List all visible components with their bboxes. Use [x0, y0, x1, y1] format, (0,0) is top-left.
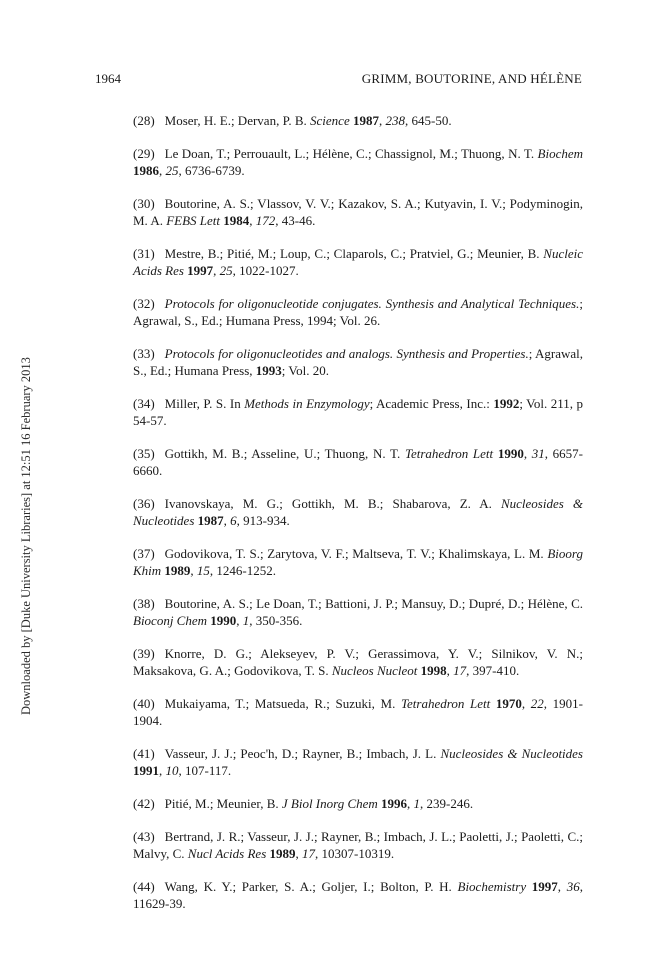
reference-text: , — [213, 263, 220, 278]
reference-year: 1990 — [210, 613, 237, 628]
reference-text: , — [295, 846, 303, 861]
reference-italic-text: Bioorg Khim — [133, 546, 583, 578]
reference-text: , — [521, 696, 531, 711]
download-watermark: Downloaded by [Duke University Libraries] at 12:51 16 February 2013 — [19, 357, 33, 715]
reference-italic-text: Bioconj Chem — [133, 613, 208, 628]
reference-text: Gottikh, M. B.; Asseline, U.; Thuong, N. T. — [164, 446, 405, 461]
reference-text: Mukaiyama, T.; Matsueda, R.; Suzuki, M. — [164, 696, 401, 711]
reference-italic-text: Nucleos Nucleot — [331, 663, 418, 678]
reference-list — [133, 112, 583, 928]
reference-year: 1984 — [223, 213, 250, 228]
reference-text: , — [249, 213, 256, 228]
reference-text: , — [159, 163, 166, 178]
running-head: GRIMM, BOUTORINE, AND HÉLÈNE — [361, 71, 582, 86]
reference-year: 1992 — [493, 396, 520, 411]
reference-year: 1997 — [531, 879, 558, 894]
reference-entry — [133, 245, 583, 279]
reference-text: , 107-117. — [178, 763, 232, 778]
reference-italic-text: 15 — [196, 563, 210, 578]
reference-year: 1990 — [497, 446, 524, 461]
reference-entry — [133, 145, 583, 179]
reference-number: (42) — [133, 796, 155, 811]
reference-entry — [133, 445, 583, 479]
reference-entry — [133, 345, 583, 379]
reference-text: , 350-356. — [249, 613, 303, 628]
reference-italic-text: Biochemistry — [457, 879, 527, 894]
reference-text: Ivanovskaya, M. G.; Gottikh, M. B.; Shabarova, Z. A. — [164, 496, 501, 511]
reference-text: , 43-46. — [275, 213, 316, 228]
reference-italic-text: 172 — [255, 213, 276, 228]
reference-number: (36) — [133, 496, 155, 511]
reference-number: (39) — [133, 646, 155, 661]
reference-text: , — [523, 446, 532, 461]
reference-year: 1997 — [187, 263, 214, 278]
reference-entry — [133, 695, 583, 729]
reference-text: Bertrand, J. R.; Vasseur, J. J.; Rayner, B.; Imbach, J. L.; Paoletti, J.; Paoletti, C.; Malvy, C. — [133, 829, 583, 861]
page-number: 1964 — [95, 71, 121, 86]
reference-text: Godovikova, T. S.; Zarytova, V. F.; Maltseva, T. V.; Khalimskaya, L. M. — [164, 546, 548, 561]
reference-entry — [133, 495, 583, 529]
reference-entry — [133, 112, 583, 129]
reference-text: Moser, H. E.; Dervan, P. B. — [164, 113, 311, 128]
reference-italic-text: 25 — [219, 263, 233, 278]
reference-text: Pitié, M.; Meunier, B. — [164, 796, 282, 811]
reference-number: (44) — [133, 879, 155, 894]
reference-entry — [133, 745, 583, 779]
reference-italic-text: 1 — [413, 796, 421, 811]
reference-text: ; Agrawal, S., Ed.; Humana Press, — [133, 346, 584, 378]
reference-italic-text: 17 — [302, 846, 316, 861]
reference-entry — [133, 595, 583, 629]
reference-year: 1987 — [352, 113, 379, 128]
reference-entry — [133, 295, 583, 329]
reference-number: (33) — [133, 346, 155, 361]
reference-italic-text: 10 — [165, 763, 179, 778]
reference-italic-text: 22 — [530, 696, 544, 711]
reference-text: , 239-246. — [420, 796, 474, 811]
reference-italic-text: 25 — [165, 163, 179, 178]
reference-entry — [133, 195, 583, 229]
reference-italic-text: 238 — [385, 113, 405, 128]
reference-year: 1989 — [164, 563, 191, 578]
reference-year: 1998 — [420, 663, 447, 678]
reference-italic-text: 36 — [566, 879, 580, 894]
reference-italic-text: Tetrahedron Lett — [404, 446, 494, 461]
reference-text: ; Academic Press, Inc.: — [369, 396, 494, 411]
reference-number: (41) — [133, 746, 155, 761]
reference-year: 1987 — [197, 513, 224, 528]
reference-year: 1991 — [133, 763, 159, 778]
reference-italic-text: Nucleic Acids Res — [133, 246, 583, 278]
reference-text: Knorre, D. G.; Alekseyev, P. V.; Gerassimova, Y. V.; Silnikov, V. N.; Maksakova, G. A.; Godovikova, T. S. — [133, 646, 583, 678]
reference-year: 1989 — [269, 846, 296, 861]
reference-number: (40) — [133, 696, 155, 711]
reference-italic-text: 31 — [531, 446, 545, 461]
reference-text: Vasseur, J. J.; Peoc'h, D.; Rayner, B.; Imbach, J. L. — [164, 746, 441, 761]
reference-entry — [133, 828, 583, 862]
reference-number: (35) — [133, 446, 155, 461]
reference-italic-text: Biochem — [537, 146, 583, 161]
reference-text: ; Vol. 211, p 54-57. — [133, 396, 583, 428]
reference-entry — [133, 878, 583, 912]
reference-text: , 913-934. — [236, 513, 290, 528]
reference-text: , — [407, 796, 414, 811]
reference-text: , 1022-1027. — [232, 263, 299, 278]
reference-text: Boutorine, A. S.; Le Doan, T.; Battioni, J. P.; Mansuy, D.; Dupré, D.; Hélène, C. — [164, 596, 583, 611]
reference-text: Mestre, B.; Pitié, M.; Loup, C.; Claparols, C.; Pratviel, G.; Meunier, B. — [164, 246, 544, 261]
reference-italic-text: Protocols for oligonucleotides and analogs. Synthesis and Properties. — [164, 346, 529, 361]
reference-text: , — [190, 563, 197, 578]
reference-number: (28) — [133, 113, 155, 128]
reference-text: Le Doan, T.; Perrouault, L.; Hélène, C.; Chassignol, M.; Thuong, N. T. — [164, 146, 538, 161]
reference-text: , — [236, 613, 243, 628]
reference-italic-text: Nucleosides & Nucleotides — [440, 746, 583, 761]
reference-text: , 10307-10319. — [315, 846, 395, 861]
reference-year: 1996 — [381, 796, 408, 811]
reference-italic-text: 1 — [242, 613, 250, 628]
reference-italic-text: Nucl Acids Res — [187, 846, 267, 861]
reference-text: , 645-50. — [404, 113, 452, 128]
reference-text: , 11629-39. — [133, 879, 583, 911]
reference-number: (37) — [133, 546, 155, 561]
reference-text: , 6657-6660. — [133, 446, 583, 478]
reference-entry — [133, 545, 583, 579]
reference-entry — [133, 395, 583, 429]
reference-number: (30) — [133, 196, 155, 211]
reference-year: 1993 — [255, 363, 282, 378]
reference-text: , 1246-1252. — [209, 563, 277, 578]
reference-text: , 1901-1904. — [133, 696, 583, 728]
reference-italic-text: FEBS Lett — [166, 213, 221, 228]
reference-text: , — [378, 113, 386, 128]
reference-text: , — [159, 763, 166, 778]
reference-text: , 6736-6739. — [178, 163, 245, 178]
reference-italic-text: 6 — [230, 513, 237, 528]
reference-year: 1986 — [133, 163, 159, 178]
reference-entry — [133, 795, 583, 812]
reference-entry — [133, 645, 583, 679]
reference-text: ; Agrawal, S., Ed.; Humana Press, 1994; Vol. 26. — [133, 296, 583, 328]
reference-number: (43) — [133, 829, 155, 844]
reference-number: (31) — [133, 246, 155, 261]
reference-number: (32) — [133, 296, 155, 311]
reference-text: , — [446, 663, 454, 678]
reference-text: , 397-410. — [466, 663, 520, 678]
reference-text: Boutorine, A. S.; Vlassov, V. V.; Kazakov, S. A.; Kutyavin, I. V.; Podyminogin, M. A. — [133, 196, 583, 228]
reference-italic-text: Tetrahedron Lett — [401, 696, 491, 711]
reference-italic-text: J Biol Inorg Chem — [281, 796, 378, 811]
reference-text: , — [557, 879, 567, 894]
reference-italic-text: Methods in Enzymology — [244, 396, 370, 411]
reference-text: ; Vol. 20. — [281, 363, 329, 378]
reference-italic-text: Protocols for oligonucleotide conjugates. Synthesis and Analytical Techniques. — [164, 296, 580, 311]
reference-italic-text: Nucleosides & Nucleotides — [133, 496, 584, 528]
reference-text: Miller, P. S. In — [164, 396, 245, 411]
reference-italic-text: Science — [310, 113, 350, 128]
reference-italic-text: 17 — [453, 663, 467, 678]
reference-text: Wang, K. Y.; Parker, S. A.; Goljer, I.; Bolton, P. H. — [164, 879, 458, 894]
reference-text: , — [223, 513, 231, 528]
reference-year: 1970 — [495, 696, 522, 711]
reference-number: (34) — [133, 396, 155, 411]
reference-number: (29) — [133, 146, 155, 161]
reference-number: (38) — [133, 596, 155, 611]
